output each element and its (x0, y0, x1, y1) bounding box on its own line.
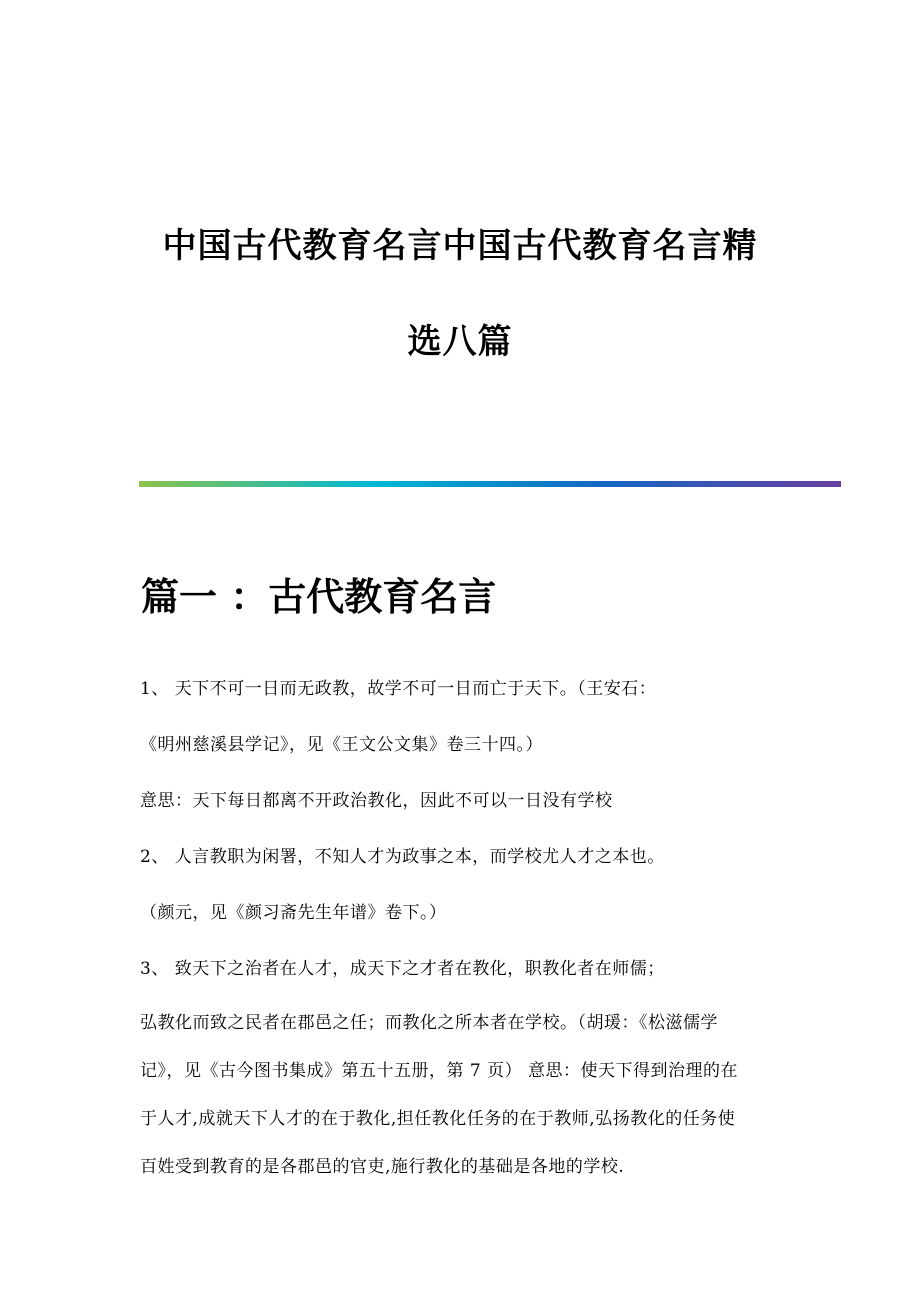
body-line: 于人才,成就天下人才的在于教化,担任教化任务的在于教师,弘扬教化的任务使 (140, 1109, 736, 1129)
gradient-divider (139, 481, 841, 487)
body-line: 弘教化而致之民者在郡邑之任；而教化之所本者在学校。（胡瑗：《松滋儒学 (140, 1013, 718, 1033)
body-line: 意思：天下每日都离不开政治教化，因此不可以一日没有学校 (140, 791, 613, 811)
document-title-line-2: 选八篇 (407, 322, 513, 362)
body-line: （颜元，见《颜习斋先生年谱》卷下。） (140, 903, 447, 923)
body-line: 2、 人言教职为闲署，不知人才为政事之本，而学校尤人才之本也。 (140, 847, 665, 867)
body-line: 《明州慈溪县学记》，见《王文公文集》卷三十四。） (140, 735, 543, 755)
body-line: 3、 致天下之治者在人才，成天下之才者在教化，职教化者在师儒； (140, 959, 665, 979)
body-line: 记》，见《古今图书集成》第五十五册，第 7 页） 意思：使天下得到治理的在 (140, 1061, 739, 1081)
body-line: 1、 天下不可一日而无政教，故学不可一日而亡于天下。（王安石： (140, 679, 657, 699)
body-line: 百姓受到教育的是各郡邑的官吏,施行教化的基础是各地的学校. (140, 1157, 625, 1177)
section-heading: 篇一 ：古代教育名言 (141, 574, 497, 619)
document-title-line-1: 中国古代教育名言中国古代教育名言精 (162, 226, 758, 266)
